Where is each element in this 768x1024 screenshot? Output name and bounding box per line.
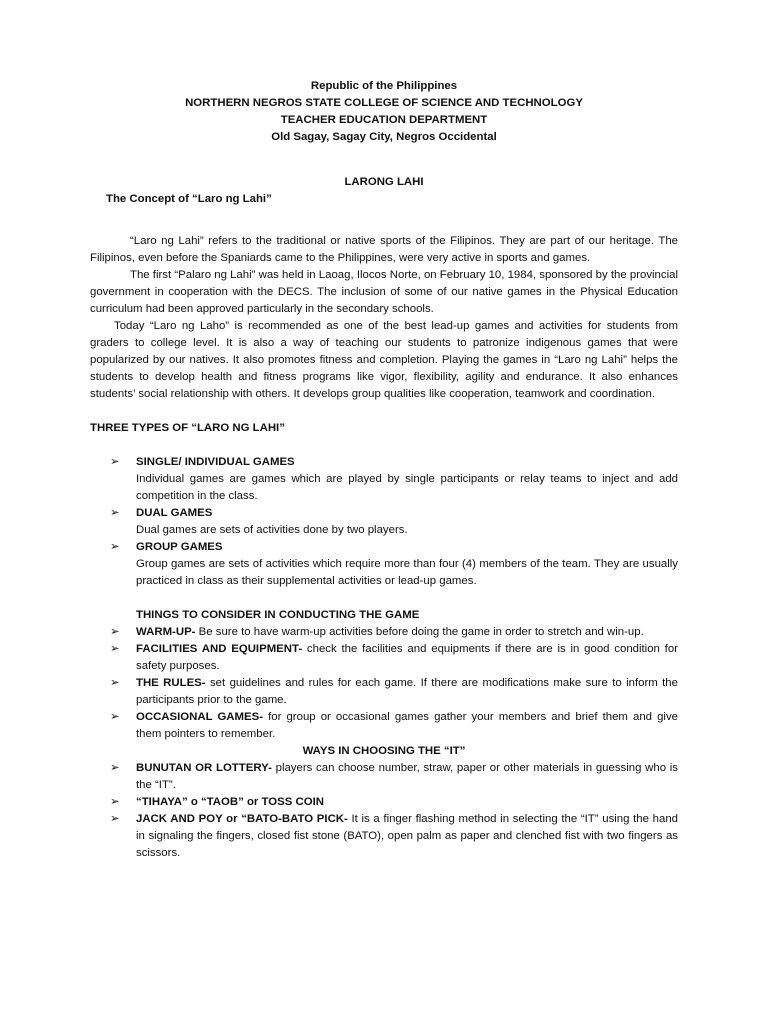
item-title: JACK AND POY or “BATO-BATO PICK-: [136, 813, 348, 825]
list-item: [90, 505, 678, 539]
benefits-paragraph: Today “Laro ng Laho” is recommended as one of the best lead-up games and activities for students from graders to college level. It is also a way of teaching our students to patronize indigenous games that were popularized by our natives. It also promotes fitness and completion. Playing the games in “Laro ng Lahi” helps the students to develop health and fitness programs like vigor, flexibility, agility and endurance. It also enhances students’ social relationship with others. It develops group qualities like cooperation, teamwork and coordination.: [90, 320, 678, 400]
header-college: NORTHERN NEGROS STATE COLLEGE OF SCIENCE AND TECHNOLOGY: [185, 97, 583, 109]
document-title: LARONG LAHI: [344, 176, 424, 188]
list-item: [90, 794, 678, 811]
item-text: Be sure to have warm-up activities before doing the game in order to stretch and win-up.: [195, 626, 644, 638]
item-text: for group or occasional games gather your members and brief them and give them pointers to remember.: [136, 711, 678, 740]
header-department: TEACHER EDUCATION DEPARTMENT: [280, 114, 488, 126]
list-item: [90, 624, 678, 641]
arrow-bullet-icon: ➢: [110, 796, 120, 808]
item-title: BUNUTAN OR LOTTERY-: [136, 762, 272, 774]
header-address: Old Sagay, Sagay City, Negros Occidental: [271, 131, 497, 143]
type-description: Group games are sets of activities which require more than four (4) members of the team. They are usually practiced in class as their supplemental activities or lead-up games.: [136, 558, 678, 587]
type-title: GROUP GAMES: [136, 541, 223, 553]
item-title: OCCASIONAL GAMES-: [136, 711, 264, 723]
arrow-bullet-icon: ➢: [110, 643, 120, 655]
intro-paragraph: “Laro ng Lahi” refers to the traditional or native sports of the Filipinos. They are part of our heritage. The Filipinos, even before the Spaniards came to the Philippines, were very active in sports and games.: [90, 235, 678, 264]
item-text: It is a finger flashing method in selecting the “IT” using the hand in signaling the fingers, closed fist stone (BATO), open palm as paper and clenched fist with two fingers as scissors.: [136, 813, 678, 859]
document-header: [90, 78, 678, 146]
arrow-bullet-icon: ➢: [110, 813, 120, 825]
arrow-bullet-icon: ➢: [110, 677, 120, 689]
item-title: THE RULES-: [136, 677, 206, 689]
arrow-bullet-icon: ➢: [110, 762, 120, 774]
type-description: Individual games are games which are played by single participants or relay teams to inject and add competition in the class.: [136, 473, 678, 502]
list-item: [90, 760, 678, 794]
types-list: [90, 454, 678, 590]
list-item: [90, 811, 678, 862]
item-text: players can choose number, straw, paper or other materials in guessing who is the “IT”.: [136, 762, 678, 791]
consider-list: [90, 624, 678, 743]
type-title: DUAL GAMES: [136, 507, 213, 519]
item-text: set guidelines and rules for each game. If there are modifications make sure to inform the participants prior to the game.: [136, 677, 678, 706]
concept-heading: The Concept of “Laro ng Lahi”: [106, 193, 272, 205]
list-item: [90, 709, 678, 743]
ways-list: [90, 760, 678, 862]
arrow-bullet-icon: ➢: [110, 711, 120, 723]
item-title: WARM-UP-: [136, 626, 196, 638]
item-text: check the facilities and equipments if there are is in good condition for safety purposes.: [136, 643, 678, 672]
arrow-bullet-icon: ➢: [110, 456, 120, 468]
type-title: SINGLE/ INDIVIDUAL GAMES: [136, 456, 295, 468]
list-item: [90, 539, 678, 590]
arrow-bullet-icon: ➢: [110, 626, 120, 638]
list-item: [90, 454, 678, 505]
header-republic: Republic of the Philippines: [310, 80, 458, 92]
list-item: [90, 675, 678, 709]
arrow-bullet-icon: ➢: [110, 541, 120, 553]
item-title: “TIHAYA” o “TAOB” or TOSS COIN: [136, 796, 324, 808]
types-heading: THREE TYPES OF “LARO NG LAHI”: [90, 422, 285, 434]
consider-heading: THINGS TO CONSIDER IN CONDUCTING THE GAME: [136, 609, 420, 621]
type-description: Dual games are sets of activities done by two players.: [136, 524, 408, 536]
ways-heading: WAYS IN CHOOSING THE “IT”: [302, 745, 466, 757]
item-title: FACILITIES AND EQUIPMENT-: [136, 643, 303, 655]
list-item: [90, 641, 678, 675]
arrow-bullet-icon: ➢: [110, 507, 120, 519]
history-paragraph: The first “Palaro ng Lahi” was held in Laoag, Ilocos Norte, on February 10, 1984, sponsored by the provincial government in cooperation with the DECS. The inclusion of some of our native games in the Physical Education curriculum had been approved particularly in the secondary schools.: [90, 269, 678, 315]
